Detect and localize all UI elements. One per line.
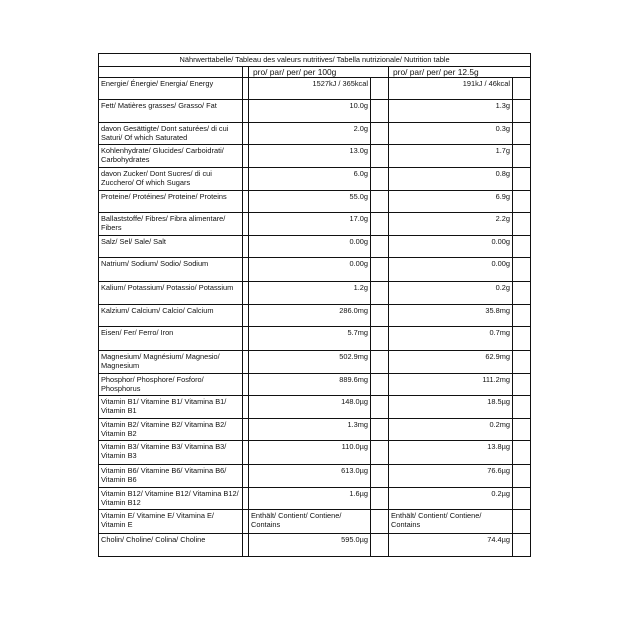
table-row (99, 488, 531, 510)
gap-cell (513, 282, 531, 305)
value-per-100g: 0.00g (249, 236, 371, 258)
value-per-serving: 62.9mg (389, 351, 513, 374)
value-per-serving: 1.3g (389, 100, 513, 123)
gap-cell (371, 282, 389, 305)
gap-cell (513, 419, 531, 441)
gap-cell (371, 236, 389, 258)
table-row (99, 168, 531, 191)
gap-cell (371, 258, 389, 282)
value-per-serving: 0.7mg (389, 327, 513, 351)
value-per-100g: 17.0g (249, 213, 371, 236)
nutrient-label: Cholin/ Choline/ Colina/ Choline (99, 534, 243, 557)
header-per-serving: pro/ par/ per/ per 12.5g (389, 67, 531, 78)
value-per-serving: 191kJ / 46kcal (389, 78, 513, 100)
nutrient-label: Proteine/ Protéines/ Proteine/ Proteins (99, 191, 243, 213)
nutrient-label: Kalium/ Potassium/ Potassio/ Potassium (99, 282, 243, 305)
value-per-100g: 1.3mg (249, 419, 371, 441)
value-per-100g: 148.0µg (249, 396, 371, 419)
table-row (99, 305, 531, 327)
table-row (99, 510, 531, 534)
value-per-100g: 55.0g (249, 191, 371, 213)
gap-cell (371, 396, 389, 419)
value-per-serving: 0.2g (389, 282, 513, 305)
gap-cell (513, 510, 531, 534)
value-per-100g: 13.0g (249, 145, 371, 168)
gap-cell (371, 213, 389, 236)
value-per-serving: 1.7g (389, 145, 513, 168)
table-row (99, 282, 531, 305)
gap-cell (513, 145, 531, 168)
gap-cell (513, 441, 531, 465)
table-row (99, 374, 531, 396)
nutrient-label: Vitamin B3/ Vitamine B3/ Vitamina B3/ Vitamin B3 (99, 441, 243, 465)
gap-cell (371, 441, 389, 465)
nutrient-label: Fett/ Matières grasses/ Grasso/ Fat (99, 100, 243, 123)
table-row (99, 465, 531, 488)
table-row (99, 534, 531, 557)
nutrient-label: Energie/ Énergie/ Energia/ Energy (99, 78, 243, 100)
value-per-serving: 13.8µg (389, 441, 513, 465)
nutrient-label: davon Zucker/ Dont Sucres/ di cui Zucchero/ Of which Sugars (99, 168, 243, 191)
table-row (99, 145, 531, 168)
value-per-100g: 5.7mg (249, 327, 371, 351)
nutrient-label: Magnesium/ Magnésium/ Magnesio/ Magnesium (99, 351, 243, 374)
gap-cell (513, 351, 531, 374)
value-per-100g: 10.0g (249, 100, 371, 123)
value-per-serving: 0.8g (389, 168, 513, 191)
gap-cell (371, 510, 389, 534)
gap-cell (371, 374, 389, 396)
value-per-100g: 286.0mg (249, 305, 371, 327)
gap-cell (513, 100, 531, 123)
nutrient-label: Phosphor/ Phosphore/ Fosforo/ Phosphorus (99, 374, 243, 396)
value-per-100g: 1.2g (249, 282, 371, 305)
table-row (99, 258, 531, 282)
table-title-row (99, 54, 531, 67)
header-empty-cell (99, 67, 243, 78)
nutrition-table (98, 53, 531, 557)
gap-cell (371, 168, 389, 191)
table-row (99, 351, 531, 374)
gap-cell (513, 213, 531, 236)
value-per-serving: 74.4µg (389, 534, 513, 557)
gap-cell (371, 327, 389, 351)
gap-cell (371, 305, 389, 327)
gap-cell (513, 396, 531, 419)
value-per-100g: 2.0g (249, 123, 371, 145)
nutrient-label: Salz/ Sel/ Sale/ Salt (99, 236, 243, 258)
value-per-serving: 0.2µg (389, 488, 513, 510)
value-per-100g: Enthält/ Contient/ Contiene/ Contains (249, 510, 371, 534)
value-per-serving: 0.00g (389, 258, 513, 282)
value-per-serving: 0.3g (389, 123, 513, 145)
table-row (99, 419, 531, 441)
nutrient-label: Vitamin B6/ Vitamine B6/ Vitamina B6/ Vitamin B6 (99, 465, 243, 488)
value-per-serving: 0.2mg (389, 419, 513, 441)
nutrient-label: davon Gesättigte/ Dont saturées/ di cui Saturi/ Of which Saturated (99, 123, 243, 145)
nutrient-label: Eisen/ Fer/ Ferro/ Iron (99, 327, 243, 351)
value-per-100g: 1527kJ / 365kcal (249, 78, 371, 100)
gap-cell (513, 374, 531, 396)
gap-cell (371, 488, 389, 510)
nutrient-label: Vitamin B12/ Vitamine B12/ Vitamina B12/ Vitamin B12 (99, 488, 243, 510)
gap-cell (513, 534, 531, 557)
gap-cell (371, 78, 389, 100)
nutrient-label: Ballaststoffe/ Fibres/ Fibra alimentare/ Fibers (99, 213, 243, 236)
gap-cell (371, 465, 389, 488)
value-per-100g: 889.6mg (249, 374, 371, 396)
gap-cell (371, 419, 389, 441)
value-per-100g: 6.0g (249, 168, 371, 191)
gap-cell (371, 191, 389, 213)
gap-cell (371, 100, 389, 123)
gap-cell (513, 123, 531, 145)
table-title: Nährwerttabelle/ Tableau des valeurs nutritives/ Tabella nutrizionale/ Nutrition table (99, 54, 531, 67)
header-per-100g: pro/ par/ per/ per 100g (249, 67, 389, 78)
nutrient-label: Vitamin B1/ Vitamine B1/ Vitamina B1/ Vitamin B1 (99, 396, 243, 419)
table-row (99, 236, 531, 258)
value-per-serving: 18.5µg (389, 396, 513, 419)
table-row (99, 78, 531, 100)
value-per-serving: 76.6µg (389, 465, 513, 488)
gap-cell (371, 123, 389, 145)
gap-cell (513, 327, 531, 351)
nutrient-label: Vitamin B2/ Vitamine B2/ Vitamina B2/ Vitamin B2 (99, 419, 243, 441)
gap-cell (513, 236, 531, 258)
gap-cell (513, 78, 531, 100)
value-per-100g: 1.6µg (249, 488, 371, 510)
table-row (99, 213, 531, 236)
gap-cell (513, 465, 531, 488)
gap-cell (513, 168, 531, 191)
gap-cell (371, 351, 389, 374)
table-row (99, 191, 531, 213)
nutrient-label: Vitamin E/ Vitamine E/ Vitamina E/ Vitamin E (99, 510, 243, 534)
table-row (99, 327, 531, 351)
table-row (99, 396, 531, 419)
table-row (99, 123, 531, 145)
value-per-100g: 613.0µg (249, 465, 371, 488)
nutrient-label: Kalzium/ Calcium/ Calcio/ Calcium (99, 305, 243, 327)
gap-cell (513, 488, 531, 510)
table-row (99, 100, 531, 123)
value-per-100g: 110.0µg (249, 441, 371, 465)
gap-cell (513, 258, 531, 282)
value-per-serving: 35.8mg (389, 305, 513, 327)
value-per-serving: 6.9g (389, 191, 513, 213)
value-per-100g: 502.9mg (249, 351, 371, 374)
gap-cell (513, 191, 531, 213)
value-per-serving: 111.2mg (389, 374, 513, 396)
gap-cell (371, 534, 389, 557)
gap-cell (513, 305, 531, 327)
value-per-serving: 0.00g (389, 236, 513, 258)
value-per-100g: 595.0µg (249, 534, 371, 557)
nutrient-label: Natrium/ Sodium/ Sodio/ Sodium (99, 258, 243, 282)
table-header-row (99, 67, 531, 78)
value-per-100g: 0.00g (249, 258, 371, 282)
value-per-serving: Enthält/ Contient/ Contiene/ Contains (389, 510, 513, 534)
table-row (99, 441, 531, 465)
value-per-serving: 2.2g (389, 213, 513, 236)
gap-cell (371, 145, 389, 168)
nutrient-label: Kohlenhydrate/ Glucides/ Carboidrati/ Carbohydrates (99, 145, 243, 168)
